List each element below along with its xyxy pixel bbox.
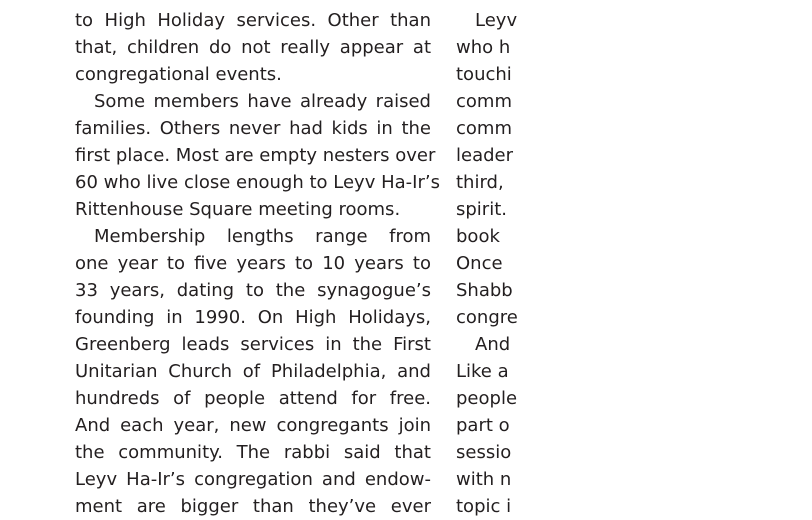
text-line: families. Others never had kids in the [75, 118, 431, 139]
text-line: book [456, 226, 500, 247]
text-line: Shabb [456, 280, 513, 301]
text-line: with n [456, 469, 512, 490]
text-line: leader [456, 145, 514, 166]
text-line: to High Holiday services. Other than [75, 10, 431, 31]
text-line: comm [456, 91, 512, 112]
text-line: one year to five years to 10 years to [75, 253, 431, 274]
text-line: Like a [456, 361, 509, 382]
text-line: spirit. [456, 199, 507, 220]
text-line: Greenberg leads services in the First [75, 334, 431, 355]
text-line: that, children do not really appear at [75, 37, 431, 58]
text-line: third, [456, 172, 504, 193]
text-line: first place. Most are empty nesters over [75, 145, 436, 166]
text-line: the community. The rabbi said that [75, 442, 431, 463]
text-line: Leyv [475, 10, 518, 31]
text-line: hundreds of people attend for free. [75, 388, 431, 409]
text-line: congre [456, 307, 518, 328]
text-line: And [475, 334, 511, 355]
text-line: comm [456, 118, 512, 139]
text-line: founding in 1990. On High Holidays, [75, 307, 431, 328]
text-line: touchi [456, 64, 512, 85]
text-line: Rittenhouse Square meeting rooms. [75, 199, 401, 220]
text-line: ment are bigger than they’ve ever [75, 496, 431, 517]
text-line: who h [456, 37, 511, 58]
text-line: Unitarian Church of Philadelphia, and [75, 361, 431, 382]
text-line: And each year, new congregants join [75, 415, 431, 436]
text-line: 60 who live close enough to Leyv Ha-Ir’s [75, 172, 440, 193]
text-line: part o [456, 415, 510, 436]
paragraph-start-line: Membership lengths range from [94, 226, 431, 247]
text-line: 33 years, dating to the synagogue’s [75, 280, 431, 301]
text-line: sessio [456, 442, 512, 463]
text-line: people [456, 388, 518, 409]
text-line: Once [456, 253, 503, 274]
text-line: Leyv Ha-Ir’s congregation and endow- [75, 469, 431, 490]
text-line: congregational events. [75, 64, 282, 85]
text-line: topic i [456, 496, 512, 517]
paragraph-start-line: Some members have already raised [94, 91, 431, 112]
